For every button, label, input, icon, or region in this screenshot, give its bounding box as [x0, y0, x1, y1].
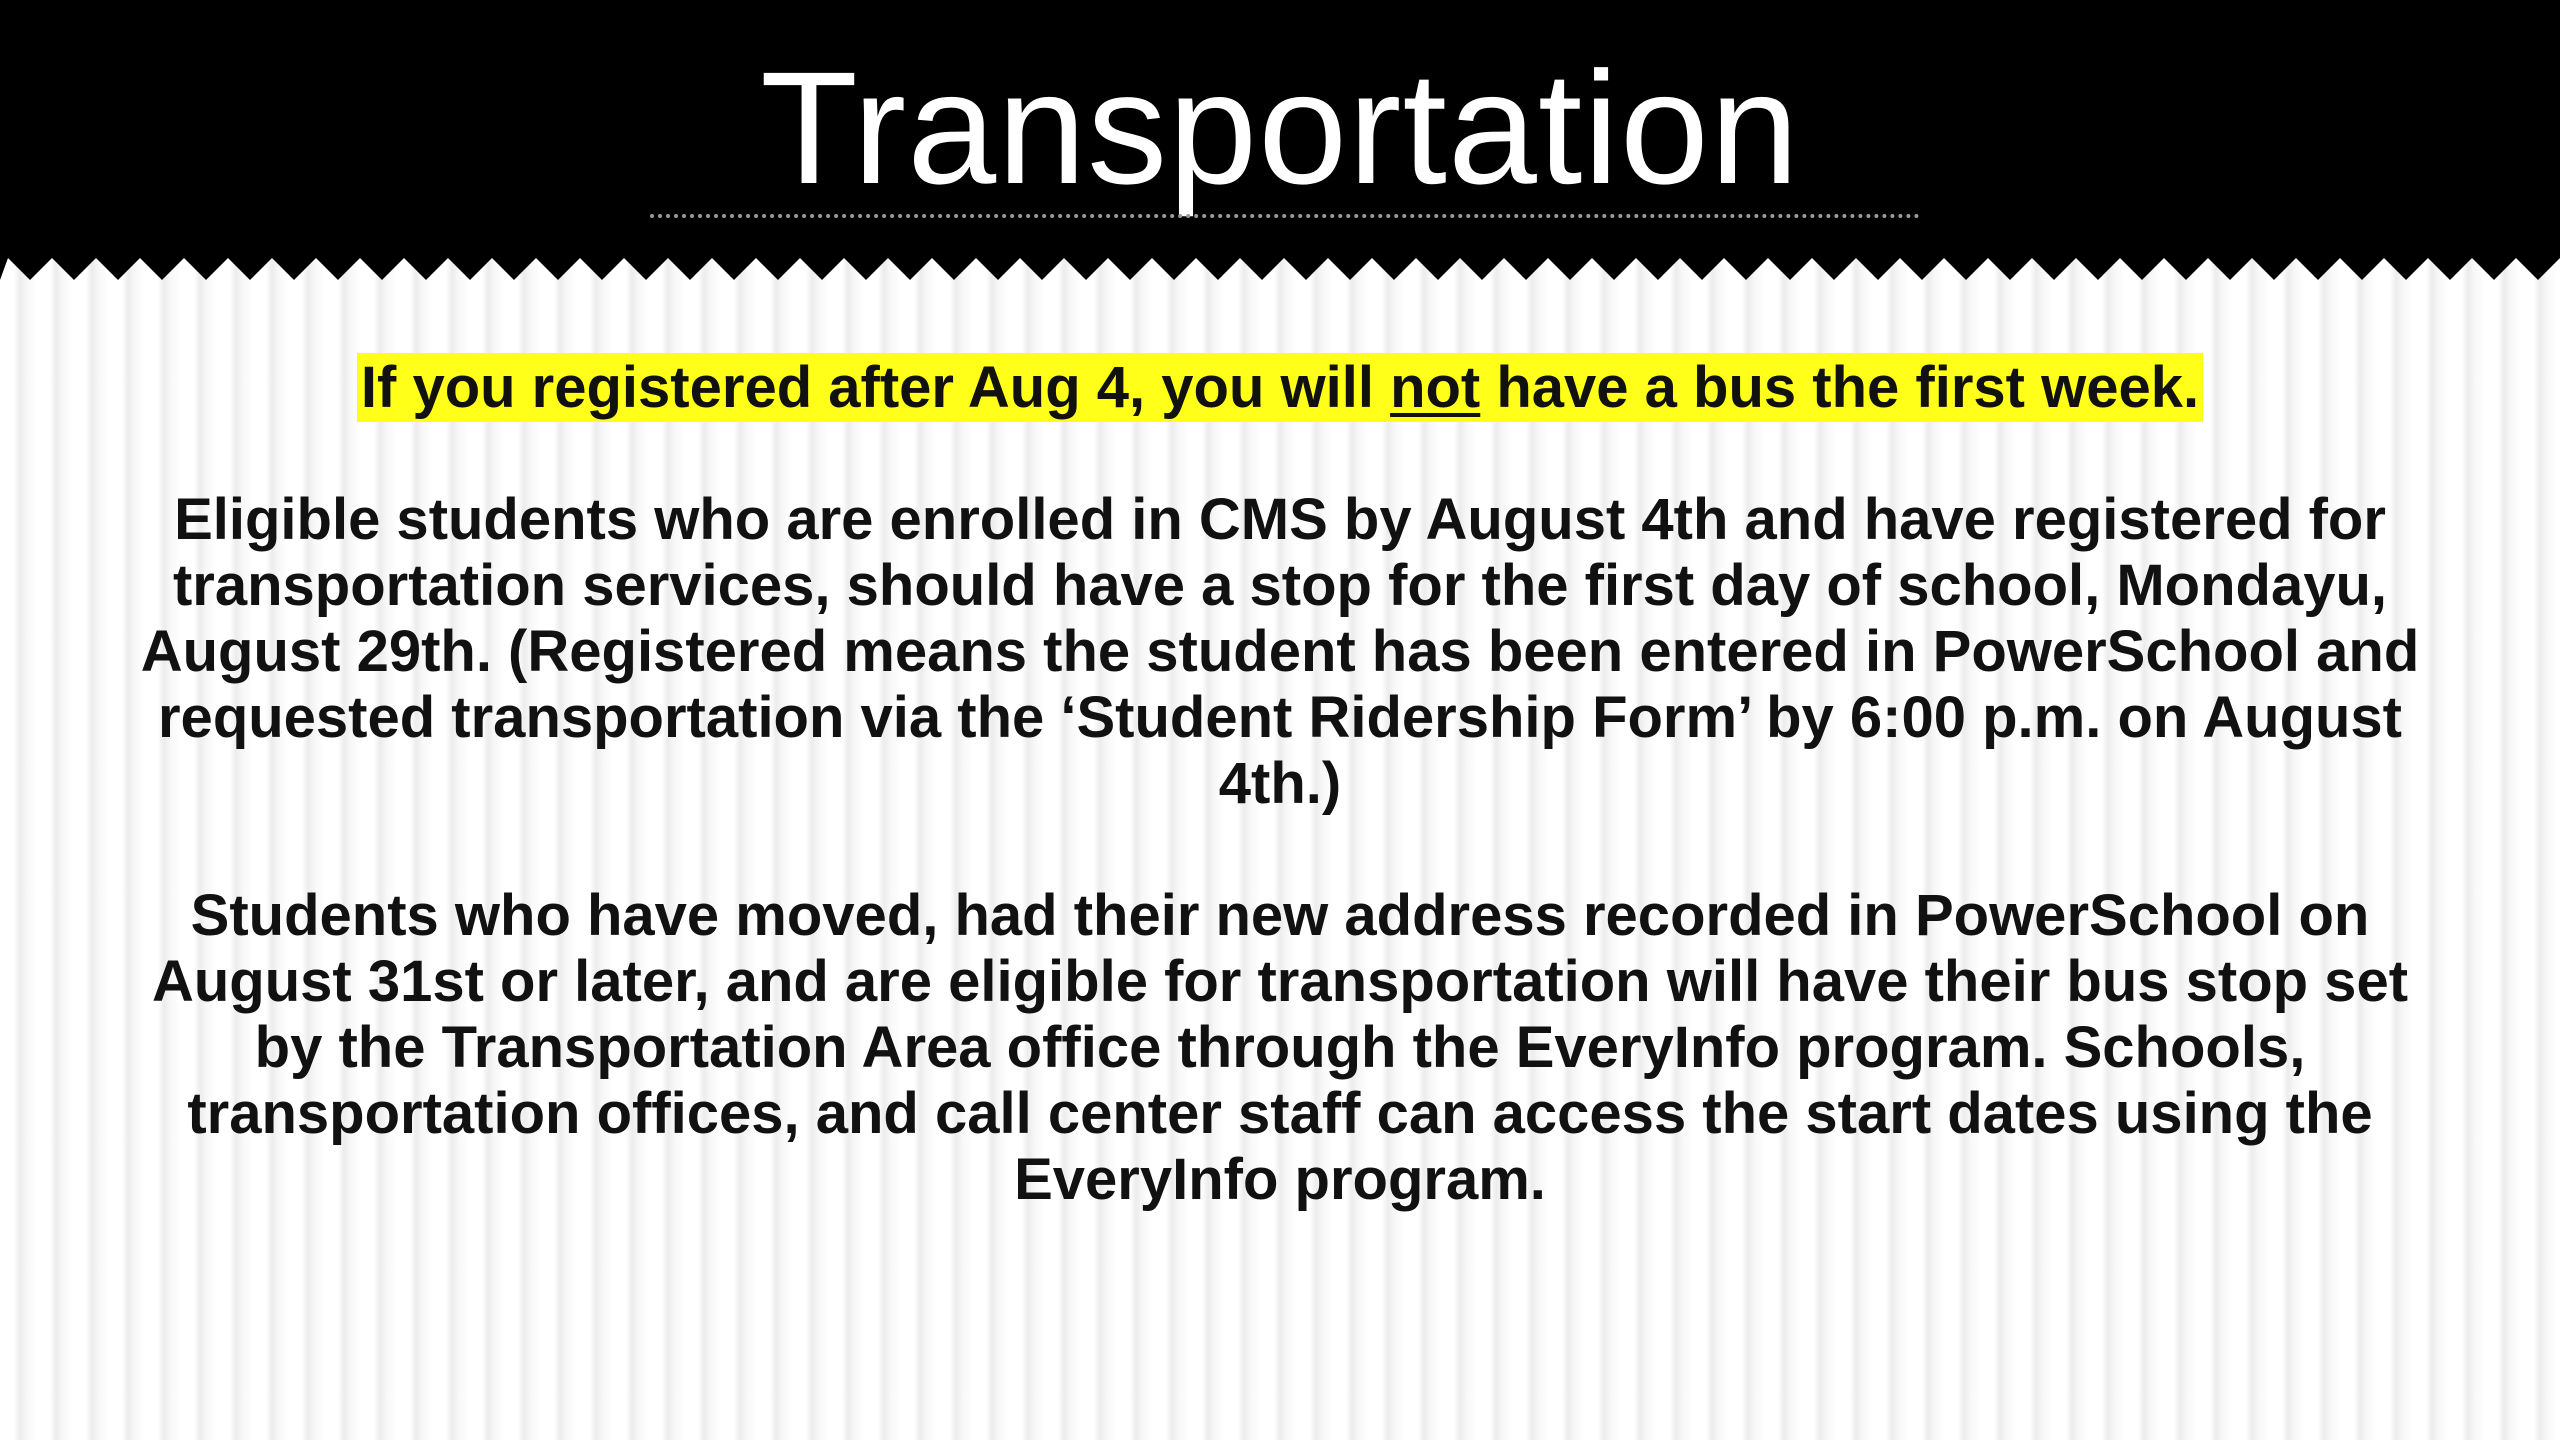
notice-text-before: If you registered after Aug 4, you will [360, 355, 1391, 420]
notice-line [120, 355, 2440, 421]
slide-body [120, 355, 2440, 1279]
moved-students-paragraph: Students who have moved, had their new address recorded in PowerSchool on August 31st or later, and are eligible for transportation will have their bus stop set by the Transportation Area office through the EveryInfo program. Schools, transportation offices, and call center staff can access the start dates using the EveryInfo program. [151, 883, 2409, 1212]
notice-highlight [357, 353, 2203, 422]
slide-title: Transportation [760, 38, 1800, 217]
notice-text-after: have a bus the first week. [1480, 355, 2200, 420]
title-dotted-divider [650, 214, 1920, 218]
title-banner [0, 0, 2560, 300]
eligibility-paragraph: Eligible students who are enrolled in CMS by August 4th and have registered for transportation services, should have a stop for the first day of school, Mondayu, August 29th. (Registered means the student has been entered in PowerSchool and requested transportation via the ‘Student Ridership Form’ by 6:00 p.m. on August 4th.) [140, 487, 2420, 816]
notice-emphasis: not [1390, 355, 1481, 420]
